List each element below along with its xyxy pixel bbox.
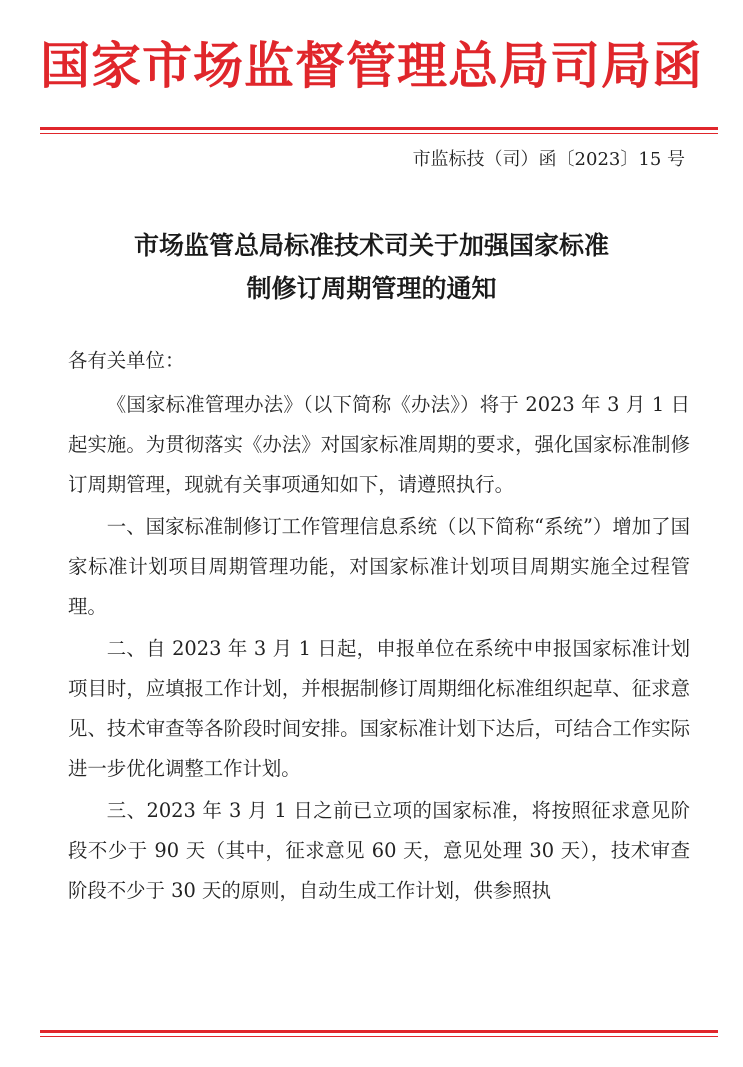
document-title — [0, 224, 743, 310]
footer-rule-thin — [40, 1036, 718, 1037]
title-line-1: 市场监管总局标准技术司关于加强国家标准 — [133, 231, 609, 260]
header-rule — [40, 127, 718, 134]
paragraph-item-1: 一、国家标准制修订工作管理信息系统（以下简称“系统”）增加了国家标准计划项目周期管理功能，对国家标准计划项目周期实施全过程管理。 — [68, 515, 690, 618]
header-rule-thick — [40, 127, 718, 130]
salutation: 各有关单位： — [68, 349, 185, 372]
footer-rule — [40, 1030, 718, 1037]
title-line-2: 制修订周期管理的通知 — [246, 274, 497, 303]
header-rule-thin — [40, 133, 718, 134]
paragraph-intro: 《国家标准管理办法》（以下简称《办法》）将于 2023 年 3 月 1 日起实施。为贯彻落实《办法》对国家标准周期的要求，强化国家标准制修订周期管理，现就有关事项通知如下，请遵照执行。 — [68, 393, 690, 496]
footer-rule-thick — [40, 1030, 718, 1033]
masthead: 国家市场监督管理总局司局函 — [40, 36, 703, 95]
document-body — [68, 341, 690, 913]
paragraph-item-3: 三、2023 年 3 月 1 日之前已立项的国家标准，将按照征求意见阶段不少于 90 天（其中，征求意见 60 天，意见处理 30 天），技术审查阶段不少于 30 天的原则，自动生成工作计划，供参照执 — [68, 799, 690, 902]
paragraph-item-2: 二、自 2023 年 3 月 1 日起，申报单位在系统中申报国家标准计划项目时，应填报工作计划，并根据制修订周期细化标准组织起草、征求意见、技术审查等各阶段时间安排。国家标准计划下达后，可结合工作实际进一步优化调整工作计划。 — [68, 637, 690, 780]
document-number: 市监标技（司）函〔2023〕15 号 — [412, 149, 685, 170]
